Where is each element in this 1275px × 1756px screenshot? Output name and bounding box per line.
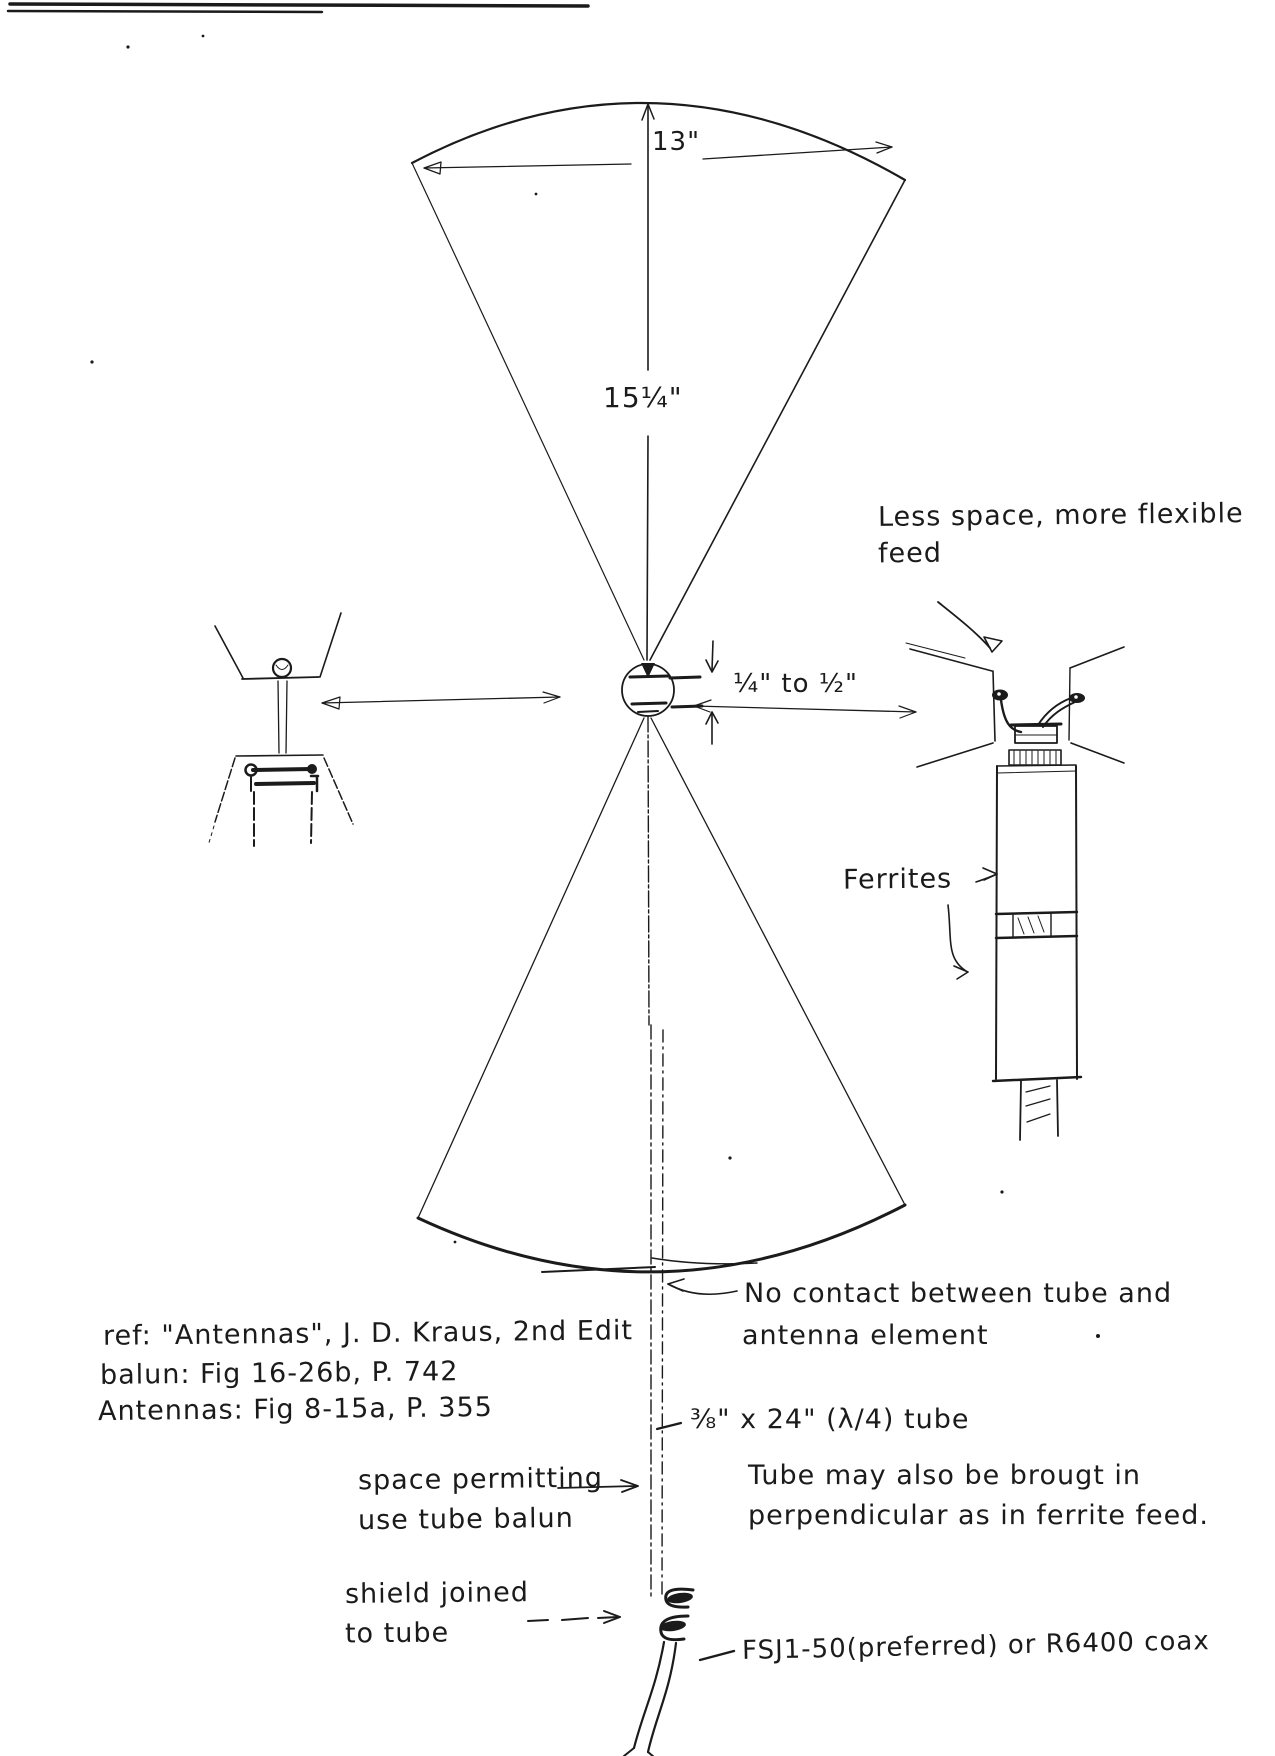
- feed-label-arrow: [938, 602, 1002, 652]
- tube-note-line2: perpendicular as in ferrite feed.: [748, 1500, 1210, 1531]
- coax-connector: [624, 1589, 734, 1756]
- ferrites-arrows: [948, 868, 997, 979]
- coax-label: FSJ1-50(preferred) or R6400 coax: [741, 1626, 1210, 1666]
- reference-line2: balun: Fig 16-26b, P. 742: [99, 1356, 459, 1391]
- shield-arrow: [528, 1611, 620, 1623]
- tube-spec-label: ⅜" x 24" (λ/4) tube: [690, 1404, 970, 1435]
- reference-line1: ref: "Antennas", J. D. Kraus, 2nd Edit: [102, 1315, 634, 1352]
- tube-note-line1: Tube may also be brougt in: [748, 1460, 1141, 1491]
- lower-cone-outline: [418, 718, 905, 1272]
- less-space-note-line1: Less space, more flexible: [877, 498, 1244, 533]
- no-contact-arrow: [652, 1258, 757, 1294]
- width-dimension-label: 13": [652, 127, 701, 157]
- reference-line3: Antennas: Fig 8-15a, P. 355: [97, 1391, 494, 1428]
- ferrites-label: Ferrites: [842, 863, 953, 896]
- feed-point-detail: [622, 641, 718, 744]
- space-permitting-note-line1: space permitting: [357, 1462, 604, 1497]
- feed-gap-label: ¼" to ½": [733, 669, 858, 699]
- tube-spec-dash: [657, 1423, 681, 1429]
- shield-note-line2: to tube: [344, 1617, 450, 1650]
- space-permitting-note-line2: use tube balun: [357, 1502, 574, 1537]
- less-space-note-line2: feed: [877, 537, 943, 570]
- right-double-arrow: [694, 700, 916, 718]
- shield-note-line1: shield joined: [344, 1577, 530, 1610]
- height-dimension-label: 15¼": [603, 381, 683, 414]
- no-contact-note-line2: antenna element: [742, 1320, 989, 1351]
- no-contact-note-line1: No contact between tube and: [744, 1278, 1173, 1309]
- tube-balun-detail: [208, 613, 353, 846]
- scan-artifact-lines: [8, 4, 1100, 1338]
- left-double-arrow: [322, 692, 560, 709]
